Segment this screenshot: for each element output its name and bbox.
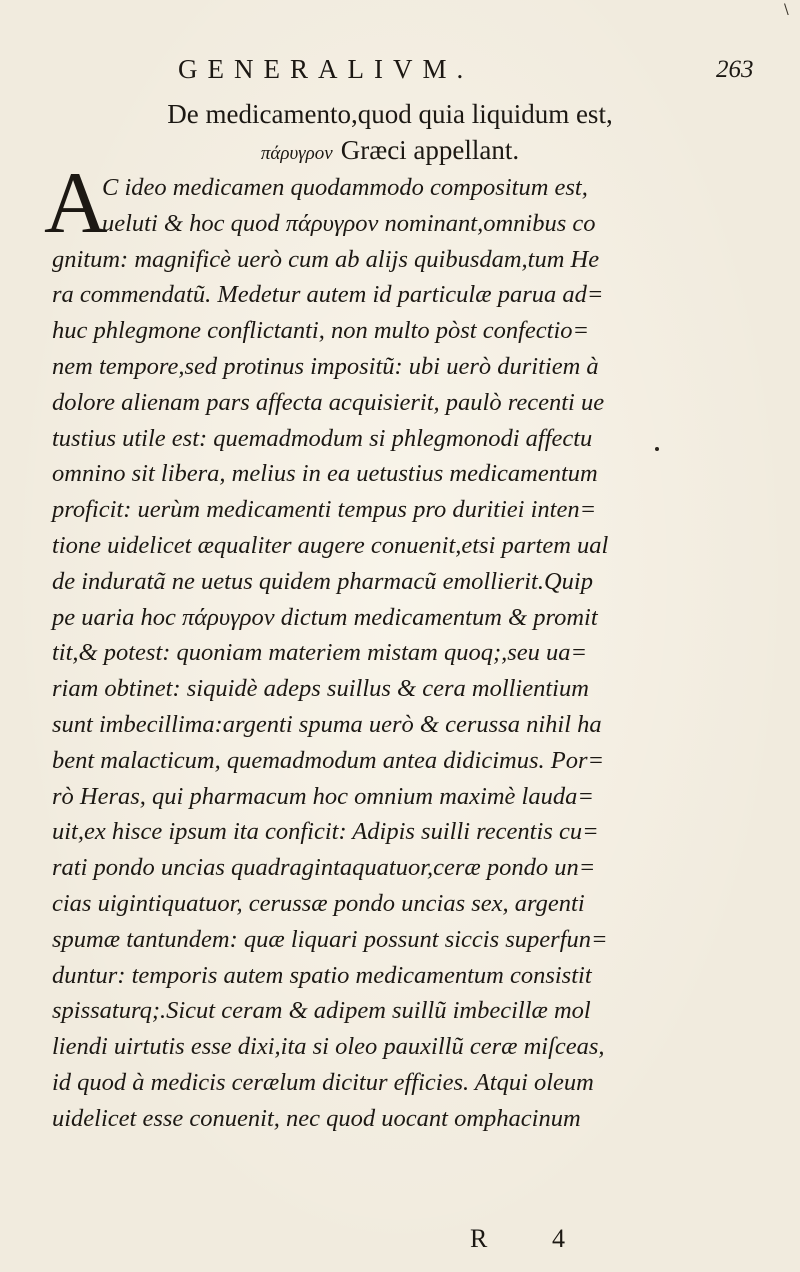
- text-line: gnitum: magnificè uerò cum ab alijs quibusdam,tum He: [52, 245, 600, 273]
- text-line: dolore alienam pars affecta acquisierit, paulò recenti ue: [52, 388, 605, 416]
- text-line: sunt imbecillima:argenti spuma uerò & cerussa nihil ha: [52, 710, 602, 738]
- text-line: de induratã ne uetus quidem pharmacũ emollierit.Quip: [52, 567, 593, 595]
- text-line: omnino sit libera, melius in ea uetustius medicamentum: [52, 460, 598, 488]
- text-line: ra commendatũ. Medetur autem id particulæ parua ad=: [52, 281, 604, 309]
- running-head: GENERALIVM.: [178, 54, 474, 84]
- text-line: nem tempore,sed protinus impositũ: ubi uerò duritiem à: [52, 352, 599, 380]
- text-line: liendi uirtutis esse dixi,ita si oleo pauxillũ ceræ miſceas,: [52, 1033, 605, 1061]
- page-number: 263: [716, 56, 754, 83]
- text-line: pe uaria hoc πάρυγρον dictum medicamentum & promit: [52, 603, 598, 631]
- margin-ink-dot: [655, 447, 659, 451]
- text-line: tione uidelicet æqualiter augere conuenit,etsi partem ual: [52, 531, 609, 559]
- text-line: cias uigintiquatuor, cerussæ pondo uncias sex, argenti: [52, 889, 585, 917]
- text-line: duntur: temporis autem spatio medicamentum consistit: [52, 961, 592, 989]
- text-line: C ideo medicamen quodammodo compositum est,: [102, 174, 588, 201]
- heading-line-2-text: Græci appellant.: [340, 135, 520, 165]
- text-line: uit,ex hisce ipsum ita conficit: Adipis suilli recentis cu=: [52, 818, 599, 846]
- text-line: id quod à medicis cerælum dicitur efficies. Atqui oleum: [52, 1068, 594, 1096]
- text-line: tit,& potest: quoniam materiem mistam quoq;,seu ua=: [52, 639, 588, 667]
- text-line: tustius utile est: quemadmodum si phlegmonodi affectu: [52, 424, 593, 452]
- text-line: rò Heras, qui pharmacum hoc omnium maximè lauda=: [52, 782, 594, 810]
- text-line: spumæ tantundem: quæ liquari possunt siccis superfun=: [52, 925, 608, 953]
- chapter-heading-line-2: [0, 132, 790, 172]
- greek-term: πάρυγρον: [260, 143, 333, 164]
- text-line: huc phlegmone conflictanti, non multo pòst confectio=: [52, 317, 590, 345]
- text-line: spissaturq;.Sicut ceram & adipem suillũ imbecillæ mol: [52, 997, 591, 1025]
- signature-number: 4: [552, 1224, 565, 1253]
- corner-mark: \: [784, 2, 789, 18]
- text-line: bent malacticum, quemadmodum antea didicimus. Por=: [52, 746, 605, 774]
- text-line: rati pondo uncias quadragintaquatuor,ceræ pondo un=: [52, 854, 596, 882]
- signature-mark: R: [470, 1224, 488, 1253]
- text-line: uidelicet esse conuenit, nec quod uocant omphacinum: [52, 1104, 581, 1132]
- drop-cap: A: [44, 155, 108, 252]
- chapter-heading-line-1: De medicamento,quod quia liquidum est,: [167, 99, 613, 129]
- text-line: riam obtinet: siquidè adeps suillus & cera mollientium: [52, 675, 589, 703]
- text-line: proficit: uerùm medicamenti tempus pro duritiei inten=: [52, 496, 597, 524]
- body-text: [52, 170, 732, 1137]
- text-line: ueluti & hoc quod πάρυγρον nominant,omnibus co: [102, 209, 596, 237]
